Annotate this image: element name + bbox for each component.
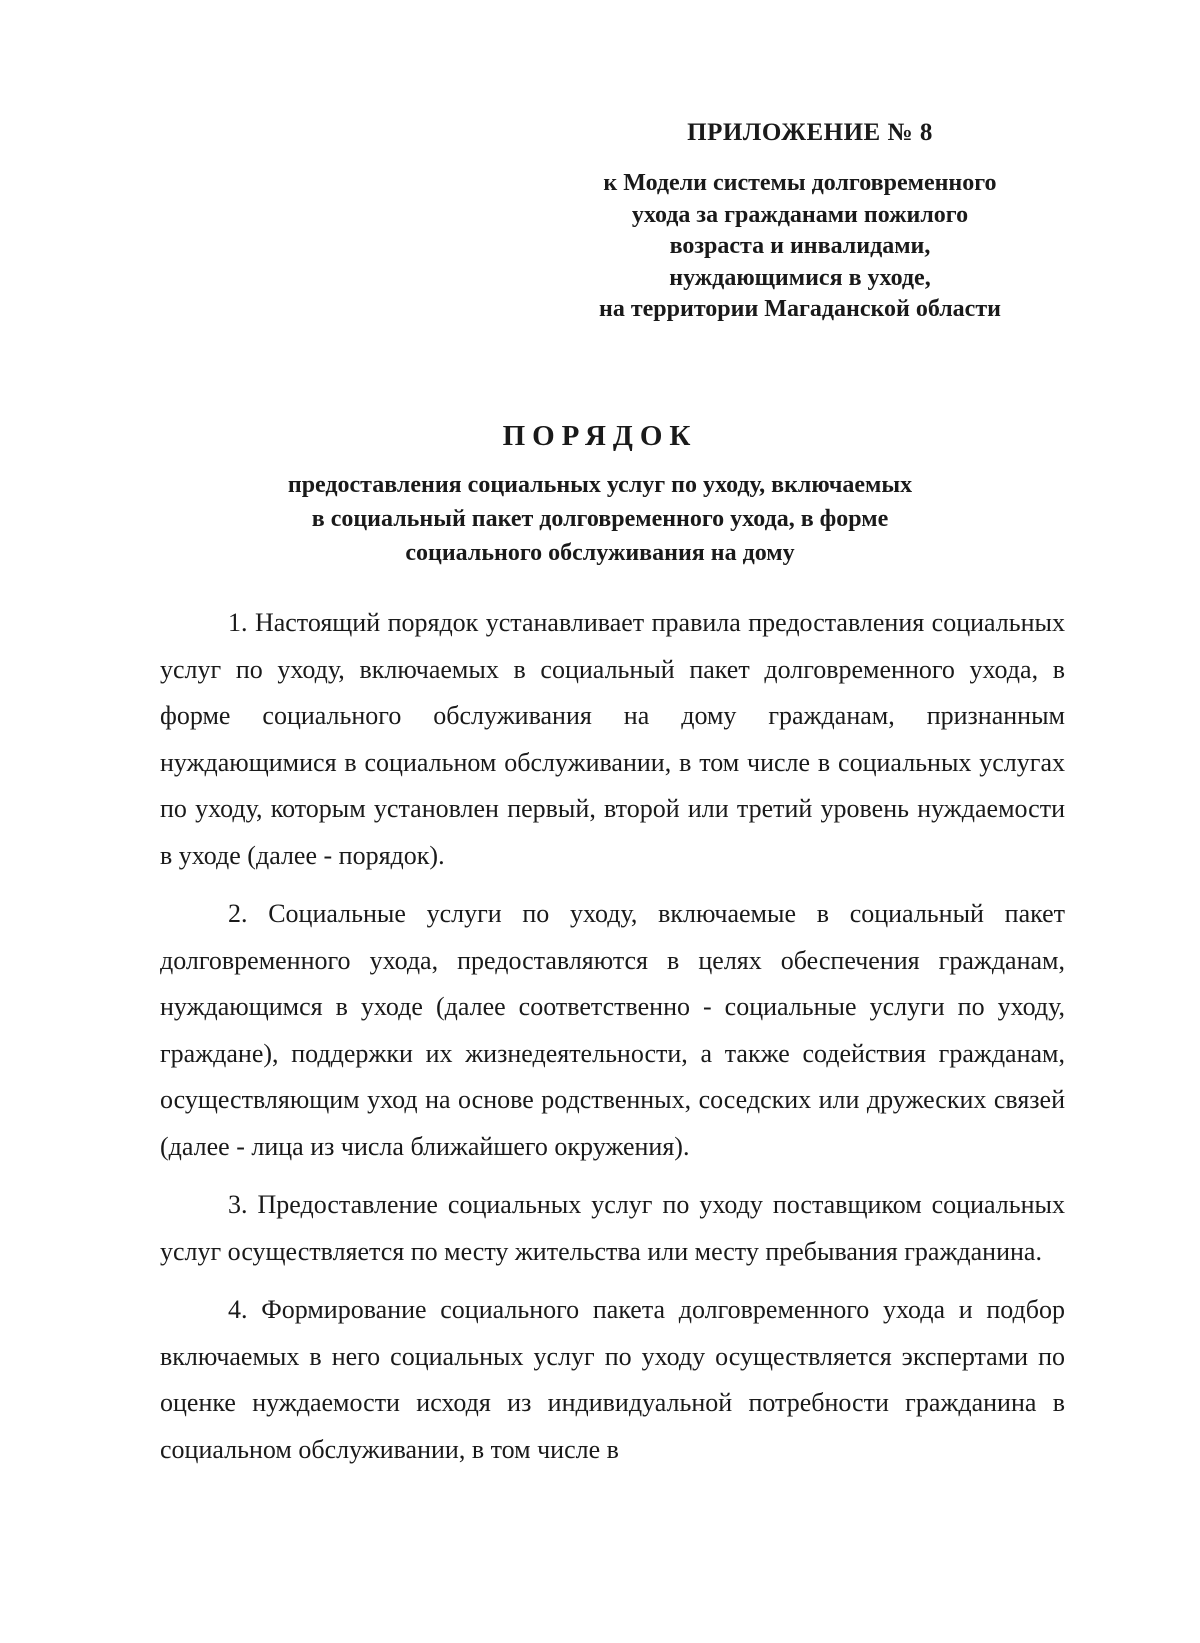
appendix-line: возраста и инвалидами, xyxy=(669,233,931,259)
appendix-title: ПРИЛОЖЕНИЕ № 8 xyxy=(687,119,933,146)
appendix-header xyxy=(560,118,1040,326)
appendix-line: на территории Магаданской области xyxy=(599,296,1001,322)
appendix-line: нуждающимися в уходе, xyxy=(669,264,931,291)
appendix-line: ухода за гражданами пожилого xyxy=(631,201,969,228)
paragraph-4: 4. Формирование социального пакета долговременного ухода и подбор включаемых в него социальных услуг по уходу осуществляется экспертами по оценке нуждаемости исходя из индивидуальной потребности гражданина в социальном обслуживании, в том числе в xyxy=(160,1295,1065,1464)
document-title: ПОРЯДОК xyxy=(502,420,698,452)
subtitle-line: социального обслуживания на дому xyxy=(405,540,795,566)
subtitle-line: в социальный пакет долговременного ухода, в форме xyxy=(311,506,889,532)
appendix-line: к Модели системы долговременного xyxy=(603,170,997,196)
document-subtitle xyxy=(220,468,980,570)
paragraph-3: 3. Предоставление социальных услуг по уходу поставщиком социальных услуг осуществляется по месту жительства или месту пребывания гражданина. xyxy=(160,1190,1065,1266)
paragraph-2: 2. Социальные услуги по уходу, включаемые в социальный пакет долговременного ухода, предоставляются в целях обеспечения гражданам, нуждающимся в уходе (далее соответственно - социальные услуги по уходу, граждане), поддержки их жизнедеятельности, а также содействия гражданам, осуществляющим уход на основе родственных, соседских или дружеских связей (далее - лица из числа ближайшего окружения). xyxy=(160,899,1065,1161)
paragraph-1: 1. Настоящий порядок устанавливает правила предоставления социальных услуг по уходу, включаемых в социальный пакет долговременного ухода, в форме социального обслуживания на дому гражданам, признанным нуждающимися в социальном обслуживании, в том числе в социальных услугах по уходу, которым установлен первый, второй или третий уровень нуждаемости в уходе (далее - порядок). xyxy=(160,608,1065,870)
subtitle-line: предоставления социальных услуг по уходу, включаемых xyxy=(287,472,913,498)
document-body xyxy=(160,600,1065,1485)
